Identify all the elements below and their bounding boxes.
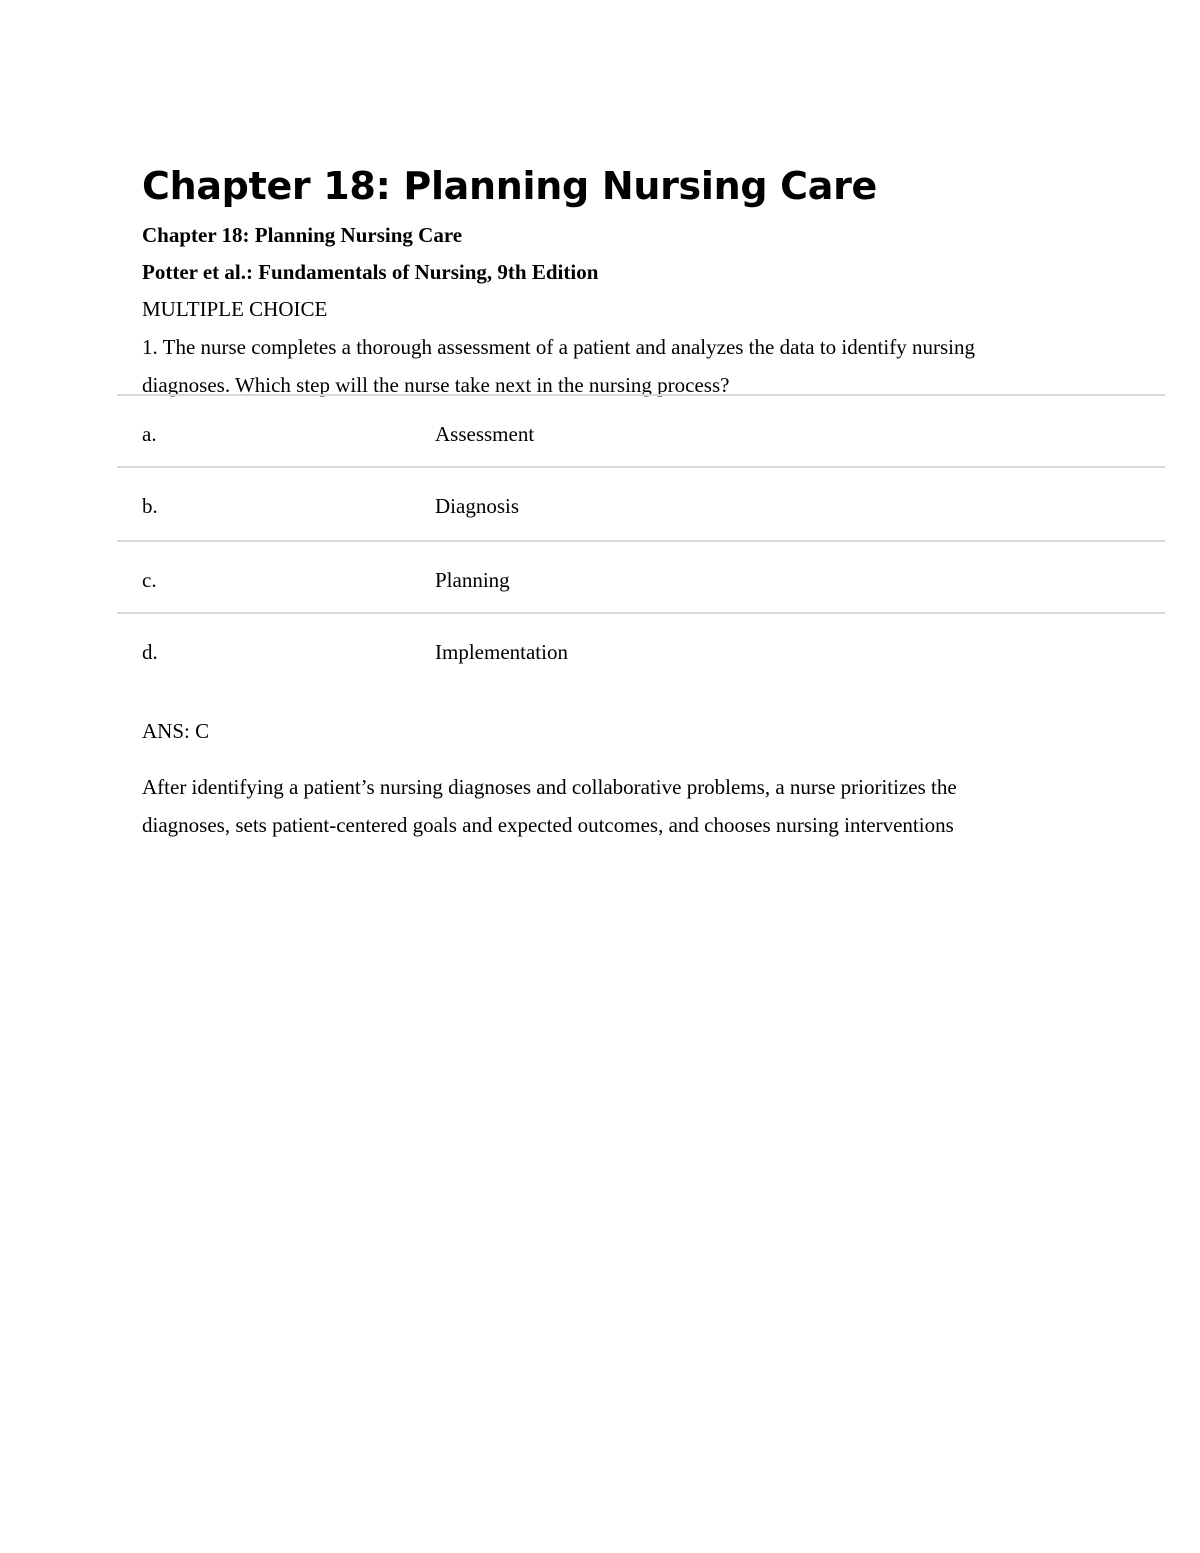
options-table [117, 394, 1165, 686]
option-row-c [117, 540, 1165, 612]
option-text: Assessment [435, 422, 535, 446]
option-letter: c. [142, 568, 157, 592]
option-letter: a. [142, 422, 157, 446]
question-line-2: diagnoses. Which step will the nurse take next in the nursing process? [142, 373, 730, 397]
option-letter: d. [142, 640, 158, 664]
option-letter: b. [142, 494, 158, 518]
option-row-d [117, 612, 1165, 686]
document-title: Chapter 18: Planning Nursing Care [142, 164, 877, 208]
option-text: Implementation [435, 640, 568, 664]
option-row-a [117, 394, 1165, 466]
answer-line: ANS: C [142, 719, 210, 743]
rationale-line-1: After identifying a patient’s nursing diagnoses and collaborative problems, a nurse prioritizes the [142, 775, 957, 799]
book-line: Potter et al.: Fundamentals of Nursing, 9th Edition [142, 260, 599, 284]
chapter-line: Chapter 18: Planning Nursing Care [142, 223, 463, 247]
option-text: Planning [435, 568, 510, 592]
option-row-b [117, 466, 1165, 540]
option-text: Diagnosis [435, 494, 519, 518]
section-heading: MULTIPLE CHOICE [142, 297, 328, 321]
rationale-line-2: diagnoses, sets patient-centered goals and expected outcomes, and chooses nursing interventions [142, 813, 954, 837]
question-line-1: 1. The nurse completes a thorough assessment of a patient and analyzes the data to identify nursing [142, 335, 975, 359]
